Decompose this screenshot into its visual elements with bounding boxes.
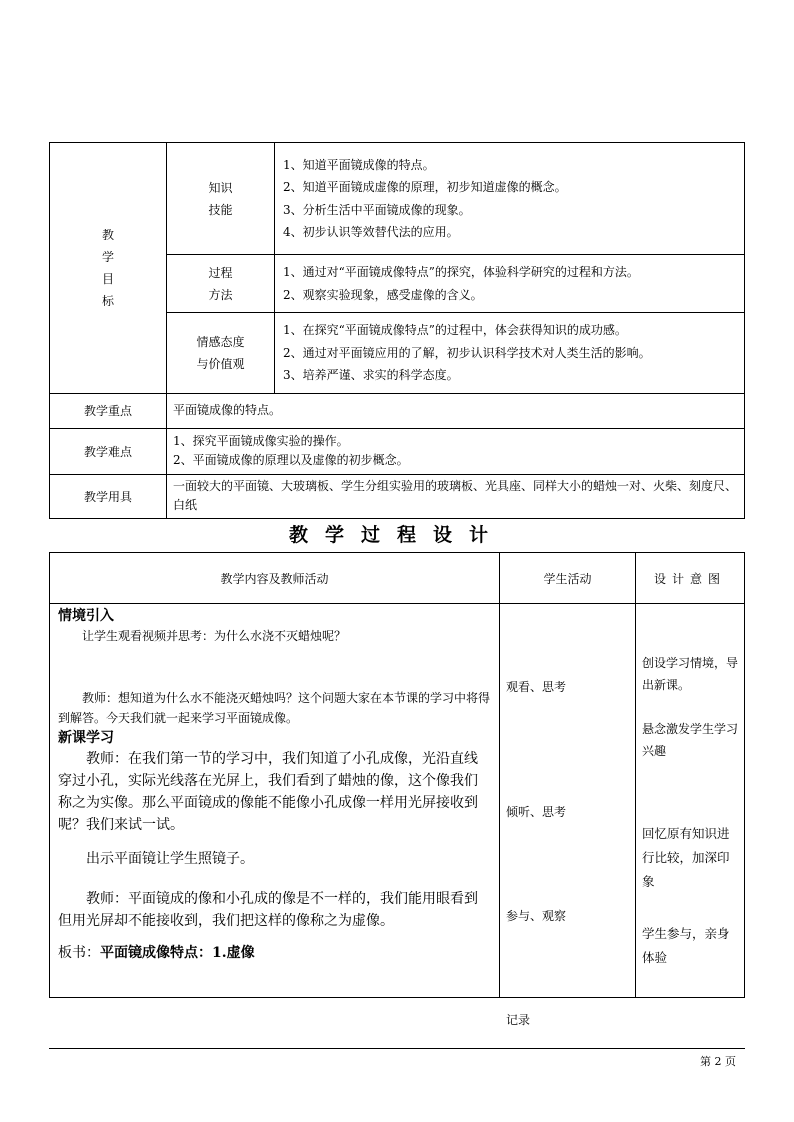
knowledge-item: 3、分析生活中平面镜成像的现象。: [283, 202, 471, 217]
student-activity: 记录: [506, 1013, 531, 1027]
attitude-item: 1、在探究“平面镜成像特点”的过程中，体会获得知识的成功感。: [283, 323, 627, 337]
knowledge-label-line: 知识: [208, 180, 233, 195]
teaching-content-cell: [50, 604, 500, 998]
knowledge-label-line: 技能: [208, 202, 233, 217]
design-intent: 创设学习情境，导出新课。: [642, 656, 739, 692]
objectives-label-char: 目: [101, 271, 114, 286]
intro-paragraph: 让学生观看视频并思考：为什么水浇不灭蜡烛呢？: [82, 629, 347, 643]
knowledge-items: [275, 143, 745, 255]
attitude-items: [275, 313, 745, 394]
student-activity: 倾听、思考: [506, 805, 567, 819]
header-intent: 设计意图: [636, 553, 745, 604]
knowledge-item: 4、初步认识等效替代法的应用。: [283, 225, 459, 239]
attitude-label-line: 情感态度: [196, 334, 245, 349]
key-point-content: 平面镜成像的特点。: [167, 393, 745, 428]
footer-rule: [49, 1048, 745, 1049]
attitude-item: 2、通过对平面镜应用的了解，初步认识科学技术对人类生活的影响。: [283, 345, 651, 360]
knowledge-label: [167, 143, 275, 255]
header-content: 教学内容及教师活动: [50, 553, 500, 604]
page-number: 第 2 页: [700, 1055, 736, 1068]
process-item: 1、通过对“平面镜成像特点”的探究，体验科学研究的过程和方法。: [283, 265, 639, 279]
student-activity: 观看、思考: [506, 680, 567, 694]
new-lesson-paragraph: 教师：平面镜成的像和小孔成的像是不一样的，我们能用眼看到但用光屏却不能接收到，我们把这样的像称之为虚像。: [58, 891, 478, 929]
knowledge-item: 2、知道平面镜成虚像的原理，初步知道虚像的概念。: [283, 180, 567, 194]
new-lesson-paragraph: 出示平面镜让学生照镜子。: [86, 851, 254, 867]
tools-label: 教学用具: [50, 474, 167, 518]
student-activity: 参与、观察: [506, 909, 567, 923]
objectives-label: [50, 143, 167, 394]
process-label-line: 方法: [208, 287, 233, 302]
design-intent: 悬念激发学生学习兴趣: [642, 722, 739, 758]
objectives-label-char: 教: [101, 227, 114, 242]
process-table: [49, 552, 745, 1027]
header-student: 学生活动: [500, 553, 636, 604]
new-lesson-heading: 新课学习: [58, 730, 114, 746]
design-intent: 回忆原有知识进行比较，加深印象: [642, 826, 730, 889]
board-content: 平面镜成像特点：1.虚像: [100, 945, 255, 961]
intro-paragraph: 教师：想知道为什么水不能浇灭蜡烛吗？这个问题大家在本节课的学习中将得到解答。今天我们就一起来学习平面镜成像。: [58, 691, 491, 725]
process-method-items: [275, 255, 745, 313]
difficulty-item: 2、平面镜成像的原理以及虚像的初步概念。: [173, 453, 409, 467]
process-item: 2、观察实验现象，感受虚像的含义。: [283, 287, 483, 302]
attitude-item: 3、培养严谨、求实的科学态度。: [283, 368, 459, 382]
new-lesson-paragraph: 教师：在我们第一节的学习中，我们知道了小孔成像，光沿直线穿过小孔，实际光线落在光屏上，我们看到了蜡烛的像，这个像我们称之为实像。那么平面镜成的像能不能像小孔成像一样用光屏接收到呢？我们来试一试。: [58, 751, 478, 833]
difficulty-content: [167, 428, 745, 474]
objectives-table: [49, 142, 745, 519]
process-label-line: 过程: [208, 265, 233, 280]
attitude-label-line: 与价值观: [196, 356, 245, 371]
objectives-label-char: 学: [101, 249, 114, 264]
objectives-label-char: 标: [101, 293, 114, 308]
section-title: 教学过程设计: [288, 524, 505, 546]
design-intent-cell: [636, 604, 745, 998]
process-method-label: [167, 255, 275, 313]
difficulty-item: 1、探究平面镜成像实验的操作。: [173, 434, 349, 448]
tools-content: 一面较大的平面镜、大玻璃板、学生分组实验用的玻璃板、光具座、同样大小的蜡烛一对、火柴、刻度尺、白纸: [167, 474, 745, 518]
difficulty-label: 教学难点: [50, 428, 167, 474]
board-prefix: 板书：: [58, 945, 100, 961]
intro-heading: 情境引入: [58, 608, 114, 624]
knowledge-item: 1、知道平面镜成像的特点。: [283, 157, 435, 172]
design-intent: 学生参与，亲身体验: [642, 926, 730, 965]
key-point-label: 教学重点: [50, 393, 167, 428]
attitude-label: [167, 313, 275, 394]
board-note: [58, 942, 491, 964]
student-activity-cell: [500, 604, 636, 1027]
